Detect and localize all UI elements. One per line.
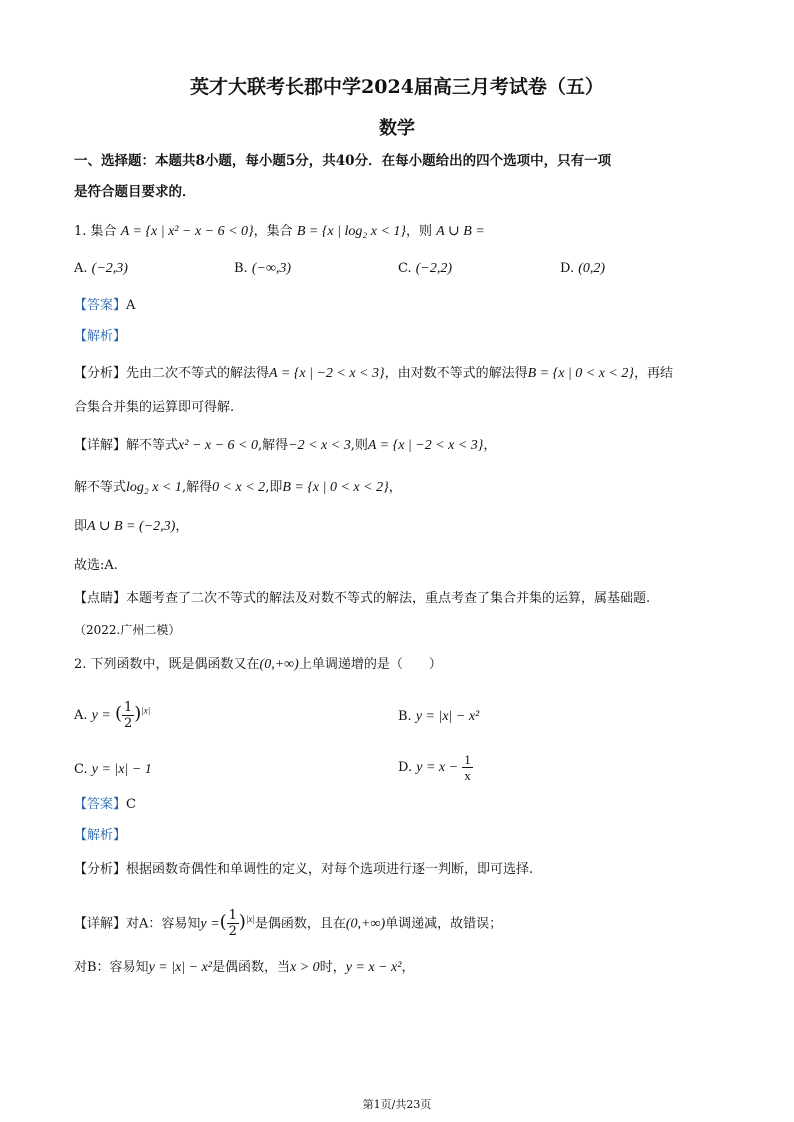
q2-detail-text-b4: ， — [401, 960, 415, 975]
q2-option-d-den: x — [464, 768, 471, 783]
page-footer: 第1页/共23页 — [362, 1098, 432, 1111]
q1-comment — [74, 589, 650, 609]
q1-detail-math-2b: log₂ x < 1 — [126, 480, 182, 495]
q2-option-a-fraction — [122, 700, 134, 731]
q2-answer-tag: 【答案】 — [74, 797, 127, 812]
q1-option-a-label: A. — [74, 261, 88, 276]
q2-option-d — [398, 752, 473, 783]
q2-interval: (0,+∞) — [259, 657, 299, 672]
q1-option-c-label: C. — [398, 261, 412, 276]
q1-analysis-label: 【解析】 — [74, 329, 127, 344]
q1-fenxi-line2: 合集合并集的运算即可得解. — [74, 400, 235, 415]
q2-analysis-tag — [74, 826, 126, 846]
q2-detail-text-a2: 是偶函数，且在 — [254, 916, 346, 932]
q2-answer — [74, 795, 136, 815]
q2-stem-b: 上单调递增的是（ ） — [298, 657, 442, 672]
q2-option-c-value: y = |x| − 1 — [91, 762, 152, 777]
q1-detail-text-3c: ， — [175, 519, 189, 534]
q2-fenxi-tag: 【分析】 — [74, 862, 127, 877]
q2-detail-a-exp: |x| — [245, 914, 255, 924]
q2-detail-line2 — [74, 958, 414, 978]
q2-detail-a-fraction — [227, 908, 239, 939]
q1-comment-text: 本题考查了二次不等式的解法及对数不等式的解法，重点考查了集合并集的运算，属基础题. — [126, 591, 651, 606]
q2-option-d-fraction — [462, 752, 473, 783]
q2-detail-text-b1: 对B：容易知 — [74, 960, 149, 975]
q1-detail-text-2c: ,解得 — [181, 480, 213, 495]
q2-option-a: A. y = ( $\frac{1}{2}$ )$^{|x|}$ — [74, 700, 151, 731]
q2-option-d-num: 1 — [464, 752, 471, 767]
q1-detail-line1 — [74, 436, 496, 456]
q2-option-d-pre: y = x − — [416, 760, 459, 775]
q1-detail-text-3a: 即 — [74, 519, 88, 534]
subject-title: 数学 — [379, 118, 415, 139]
q1-detail-math-2f: B = {x | 0 < x < 2} — [282, 480, 389, 495]
q2-detail-b-condition: x > 0 — [290, 960, 320, 975]
q1-detail-text-1e: ,则 — [350, 438, 368, 453]
q1-analysis-tag — [74, 327, 126, 347]
q2-detail-tag: 【详解】 — [74, 916, 127, 932]
q2-detail-a-interval: (0,+∞) — [345, 916, 386, 932]
q1-detail-line2 — [74, 478, 402, 498]
q1-option-b-value: (−∞,3) — [251, 261, 292, 276]
q1-fenxi-math-1: A = {x | −2 < x < 3} — [269, 366, 385, 381]
q2-detail-line1: 【详解】对A：容易知y =( $\frac{1}{2}$ )$^{|x|}$是偶函数，且在(0,+∞)单调递减，故错误； — [74, 908, 503, 940]
source-note: （2022.广州二模） — [74, 623, 181, 637]
q1-option-d-value: (0,2) — [578, 261, 606, 276]
q1-option-d-label: D. — [560, 261, 575, 276]
q1-detail-tag: 【详解】 — [74, 438, 127, 453]
q1-option-a-value: (−2,3) — [91, 261, 128, 276]
q2-option-c — [74, 760, 152, 780]
q1-answer-value: A — [126, 298, 136, 313]
q1-detail-math-1d: −2 < x < 3 — [288, 438, 351, 453]
q1-option-c-value: (−2,2) — [415, 261, 453, 276]
q1-detail-text-2a: 解不等式 — [74, 480, 127, 495]
q2-option-b-label: B. — [398, 709, 412, 724]
q1-detail-text-1c: ,解得 — [258, 438, 289, 453]
q1-choose: 故选:A. — [74, 558, 118, 573]
q1-answer — [74, 296, 135, 316]
q2-detail-a-num: 1 — [228, 908, 237, 924]
q1-detail-line3 — [74, 517, 188, 537]
q1-option-a — [74, 259, 128, 279]
q1-fenxi-text-3: ，再结 — [633, 366, 673, 381]
q1-option-d — [560, 259, 605, 279]
q1-detail-text-1g: ， — [483, 438, 497, 453]
q2-detail-text-b2: 是偶函数，当 — [212, 960, 291, 975]
q1-fenxi-text-1: 先由二次不等式的解法得 — [126, 366, 270, 381]
q1-detail-text-2g: ， — [388, 480, 402, 495]
q1-detail-text-1a: 解不等式 — [126, 438, 179, 453]
q2-option-d-label: D. — [398, 760, 413, 775]
q1-stem-a: 1. 集合 — [74, 224, 117, 239]
q2-option-b-value: y = |x| − x² — [415, 709, 480, 724]
q2-option-a-num: 1 — [124, 700, 133, 715]
q2-option-a-den: 2 — [124, 716, 133, 731]
q2-detail-a-den: 2 — [228, 924, 237, 940]
q1-fenxi-tag: 【分析】 — [74, 366, 127, 381]
section-heading-line1: 一、选择题：本题共8小题，每小题5分，共40分．在每小题给出的四个选项中，只有一项 — [74, 153, 612, 169]
q1-fenxi-line1 — [74, 364, 673, 384]
q1-detail-text-2e: ,即 — [265, 480, 283, 495]
q2-detail-a-pre: y = — [200, 916, 220, 932]
q2-detail-text-a3: 单调递减，故错误； — [385, 916, 503, 932]
q1-detail-math-1b: x² − x − 6 < 0 — [178, 438, 258, 453]
q2-fenxi — [74, 860, 533, 880]
q1-ask: A ∪ B = — [436, 224, 485, 239]
q2-option-a-label: A. — [74, 708, 88, 723]
q2-stem — [74, 655, 442, 675]
q2-detail-text-b3: 时， — [319, 960, 346, 975]
q2-stem-a: 2. 下列函数中，既是偶函数又在 — [74, 657, 260, 672]
q2-detail-text-a1: 对A：容易知 — [126, 916, 201, 932]
q1-comment-tag: 【点睛】 — [74, 591, 127, 606]
q2-option-b — [398, 707, 479, 727]
q1-detail-math-3b: A ∪ B = (−2,3) — [87, 519, 176, 534]
q2-option-a-pre: y = — [91, 708, 111, 723]
q2-option-a-exp: |x| — [141, 705, 151, 716]
q1-stem-b: ，集合 — [253, 224, 293, 239]
q1-stem-c: ，则 — [406, 224, 433, 239]
q1-fenxi-math-2: B = {x | 0 < x < 2} — [527, 366, 634, 381]
q1-option-c — [398, 259, 452, 279]
q2-fenxi-text: 根据函数奇偶性和单调性的定义，对每个选项进行逐一判断，即可选择. — [126, 862, 534, 877]
exam-title: 英才大联考长郡中学2024届高三月考试卷（五） — [190, 76, 604, 98]
q1-detail-math-1f: A = {x | −2 < x < 3} — [367, 438, 484, 453]
q2-answer-value: C — [126, 797, 136, 812]
q1-set-a: A = {x | x² − x − 6 < 0} — [120, 224, 254, 239]
q1-detail-math-2d: 0 < x < 2 — [212, 480, 266, 495]
q2-detail-b-expression: y = x − x² — [345, 960, 402, 975]
q2-option-c-label: C. — [74, 762, 88, 777]
q1-set-b: B = {x | log₂ x < 1} — [296, 224, 407, 239]
q1-fenxi-text-2: ，由对数不等式的解法得 — [384, 366, 528, 381]
q1-option-b-label: B. — [234, 261, 248, 276]
q2-analysis-label: 【解析】 — [74, 828, 127, 843]
q1-answer-tag: 【答案】 — [74, 298, 127, 313]
q2-detail-b-function: y = |x| − x² — [148, 960, 212, 975]
section-heading-line2: 是符合题目要求的． — [74, 184, 196, 200]
q1-stem — [74, 222, 485, 242]
q1-option-b — [234, 259, 291, 279]
